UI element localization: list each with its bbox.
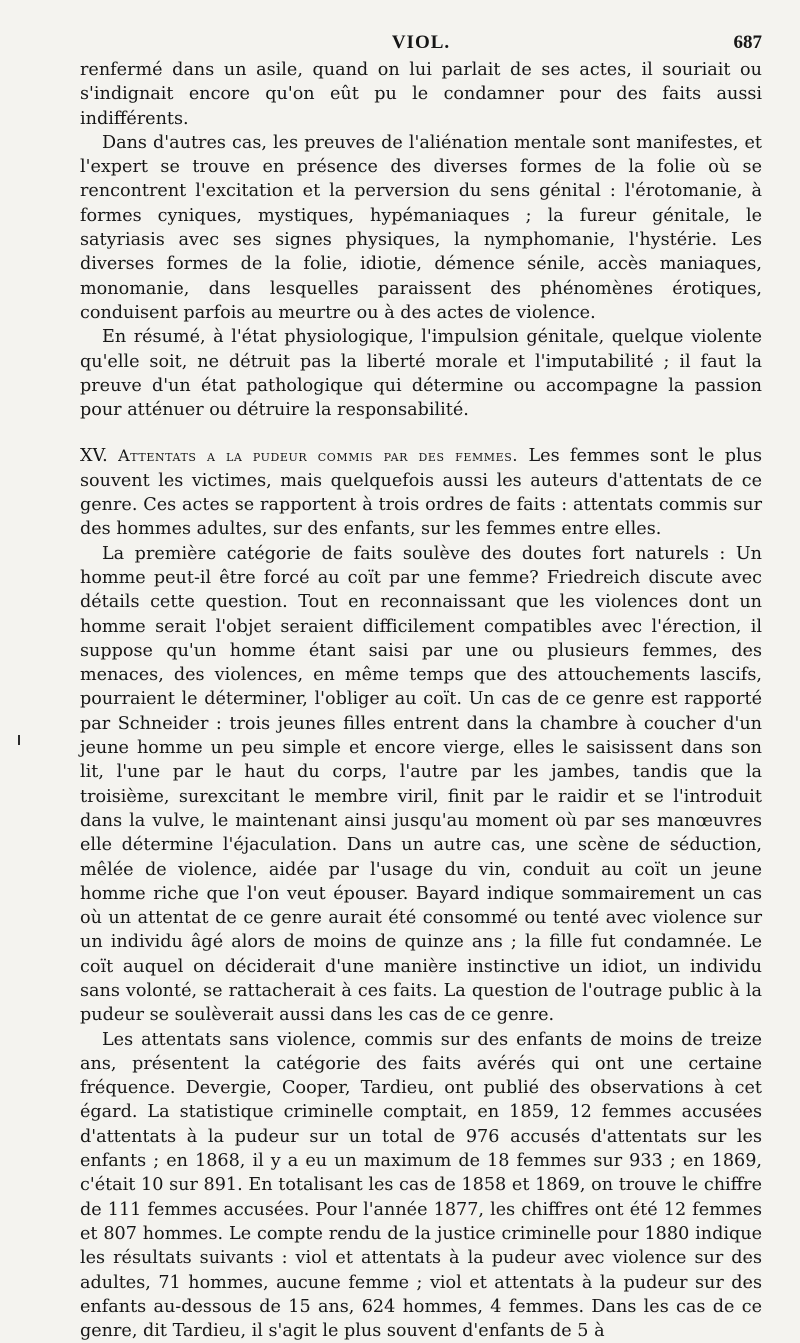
body-text [80, 58, 762, 1343]
section-number: XV. [80, 446, 108, 467]
paragraph-attentats-sans-violence: Les attentats sans violence, commis sur des enfants de moins de treize ans, présentent la catégorie des faits avérés qui ont une certaine fréquence. Devergie, Cooper, Tardieu, ont publié des observations à cet égard. La statistique criminelle comptait, en 1859, 12 femmes accusées d'attentats à la pudeur sur un total de 976 accusés d'attentats sur les enfants ; en 1868, il y a eu un maximum de 18 femmes sur 933 ; en 1869, c'était 10 sur 891. En totalisant les cas de 1858 et 1869, on trouve le chiffre de 111 femmes accusées. Pour l'année 1877, les chiffres ont été 12 femmes et 807 hommes. Le compte rendu de la justice criminelle pour 1880 indique les résultats suivants : viol et attentats à la pudeur avec violence sur des adultes, 71 hommes, aucune femme ; viol et attentats à la pudeur sur des enfants au-dessous de 15 ans, 624 hommes, 4 femmes. Dans les cas de ce genre, dit Tardieu, il s'agit le plus souvent d'enfants de 5 à [80, 1029, 762, 1342]
paragraph-alienation: Dans d'autres cas, les preuves de l'aliénation mentale sont manifestes, et l'expert se trouve en présence des diverses formes de la folie où se rencontrent l'excitation et la perversion du sens génital : l'érotomanie, à formes cyniques, mystiques, hypémaniaques ; la fureur génitale, le satyriasis avec ses signes physiques, la nymphomanie, l'hystérie. Les diverses formes de la folie, idiotie, démence sénile, accès maniaques, monomanie, dans lesquelles paraissent des phénomènes érotiques, conduisent parfois au meurtre ou à des actes de violence. [80, 132, 762, 323]
paragraph-resume: En résumé, à l'état physiologique, l'impulsion génitale, quelque violente qu'elle soit, ne détruit pas la liberté morale et l'imputabilité ; il faut la preuve d'un état pathologique qui détermine ou accompagne la passion pour atténuer ou détruire la responsabilité. [80, 327, 762, 421]
paragraph-continued: renfermé dans un asile, quand on lui parlait de ses actes, il souriait ou s'indignait encore qu'on eût pu le condamner pour des faits aussi indifférents. [80, 60, 762, 129]
paragraph-premiere-categorie: La première catégorie de faits soulève des doutes fort naturels : Un homme peut-il être forcé au coït par une femme? Friedreich discute avec détails cette question. Tout en reconnaissant que les violences dont un homme serait l'objet seraient difficilement compatibles avec l'érection, il suppose qu'un homme étant saisi par une ou plusieurs femmes, des menaces, des violences, en même temps que des attouchements lascifs, pourraient le déterminer, l'obliger au coït. Un cas de ce genre est rapporté par Schneider : trois jeunes filles entrent dans la chambre à coucher d'un jeune homme un peu simple et encore vierge, elles le saisissent dans son lit, l'une par le haut du corps, l'autre par les jambes, tandis que la troisième, surexcitant le membre viril, finit par le raidir et se l'introduit dans la vulve, le maintenant ainsi jusqu'au moment où par ses manœuvres elle détermine l'éjaculation. Dans un autre cas, une scène de séduction, mêlée de violence, aidée par l'usage du vin, conduit au coït un jeune homme riche que l'on veut épouser. Bayard indique sommairement un cas où un attentat de ce genre aurait été consommé ou tenté avec violence sur un individu âgé alors de moins de quinze ans ; la fille fut condamnée. Le coït auquel on déciderait d'une manière instinctive un idiot, un individu sans volonté, se rattacherait à ces faits. La question de l'outrage public à la pudeur se soulèverait aussi dans les cas de ce genre. [80, 543, 762, 1026]
section-lead-text: Les femmes sont le plus souvent les victimes, mais quelquefois aussi les auteurs d'attentats de ce genre. Ces actes se rapportent à trois ordres de faits : attentats commis sur des hommes adultes, sur des enfants, sur les femmes entre elles. [80, 446, 762, 540]
running-title: VIOL. [391, 32, 451, 53]
document-page [80, 28, 762, 1343]
margin-mark [18, 735, 20, 745]
running-header [80, 28, 762, 58]
section-xv [80, 444, 762, 541]
section-heading: Attentats a la pudeur commis par des femmes. [118, 446, 519, 466]
page-number: 687 [733, 32, 762, 53]
